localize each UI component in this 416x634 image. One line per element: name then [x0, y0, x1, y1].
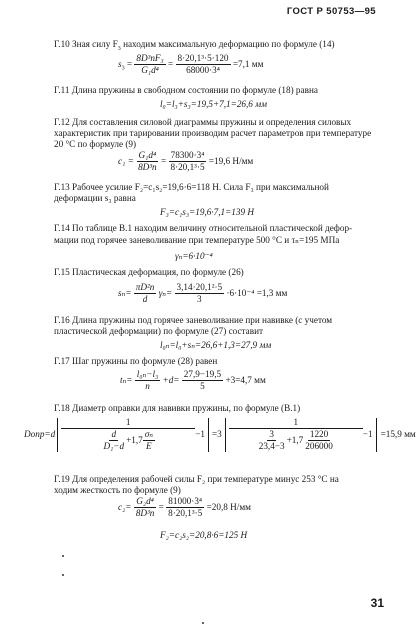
g10-formula: $s_3$ = $\frac{\text{8D³nF₃}}{\text{G₁d⁴}}$ = $\frac{\text{8·20,1³·5·120}}{\text{68000·3⁴}}$ =7,1 мм	[118, 53, 264, 76]
g12-formula: c₁ = $\frac{\text{G₁d⁴}}{\text{8D³n}}$ = $\frac{\text{78300·3⁴}}{\text{8·20,1³·5}}$ =19,6 Н/мм	[118, 150, 254, 173]
g10-text: Г.10 Зная силу $F_3$ находим максимальную деформацию по формуле (14)	[54, 39, 335, 52]
g11-formula: l₀=l₃+s₃=19,5+7,1=26,6 мм	[160, 99, 267, 109]
g19-line2: ходим жесткость по формуле (9)	[54, 485, 181, 495]
g12-line2: характеристик при тарировании производим расчет параметров при температуре	[54, 128, 372, 138]
scan-speck	[202, 622, 204, 624]
scan-speck	[62, 574, 64, 576]
g13-line2: деформации s₃ равна	[54, 193, 136, 203]
standard-header: ГОСТ Р 50753—95	[286, 6, 376, 17]
g14-formula: γₙ=6·10⁻⁴	[175, 251, 213, 261]
g19-formula: c₂= $\frac{\text{G₂d⁴}}{\text{8D³n}}$ = $\frac{\text{81000·3⁴}}{\text{8·20,1³·5}}$ =20,8 Н/мм	[118, 496, 251, 519]
g12-line3: 20 °С по формуле (9)	[54, 139, 137, 149]
g18-left-bracket-group: 1 $\frac{d}{\text{D₁−d}}$ +1,7 $\frac{\text{σₙ}}{E}$ −1	[57, 418, 209, 452]
g15-formula: sₙ= $\frac{\text{πD²n}}{d}$ γₙ= $\frac{\text{3,14·20,1²·5}}{3}$ ·6·10⁻⁴ =1,3 мм	[118, 282, 288, 305]
g19-line1: Г.19 Для определения рабочей силы F₂ при температуре минус 253 °С на	[54, 474, 339, 484]
g16-line2: пластической деформации) по формуле (27) составит	[54, 326, 264, 336]
g17-text: Г.17 Шаг пружины по формуле (28) равен	[54, 356, 218, 366]
g17-formula: tₙ= $\frac{\text{l₀ₙ−l₃}}{n}$ +d= $\frac{27,9-19,5}{5}$ +3=4,7 мм	[120, 369, 266, 392]
g16-line1: Г.16 Длина пружины под горячее заневоливание при навивке (с учетом	[54, 315, 333, 325]
g18-right-bracket-group: 1 $\frac{3}{23,4-3}$ +1,7 $\frac{1220}{206000}$ −1	[225, 418, 377, 452]
g19-formula2: F₂=c₂s₂=20,8·6=125 Н	[160, 530, 248, 540]
g12-line1: Г.12 Для составления силовой диаграммы пружины и определения силовых	[54, 117, 352, 127]
g13-line1: Г.13 Рабочее усилие F₂=c₁s₂=19,6·6=118 Н. Сила F₃ при максимальной	[54, 182, 329, 192]
page-number: 31	[370, 596, 384, 610]
g15-text: Г.15 Пластическая деформация, по формуле (26)	[54, 267, 244, 277]
g16-formula: l₀ₙ=l₀+sₙ=26,6+1,3=27,9 мм	[160, 340, 272, 350]
g18-text: Г.18 Диаметр оправки для навивки пружины, по формуле (В.1)	[54, 403, 301, 413]
g14-line1: Г.14 По таблице В.1 находим величину относительной пластической дефор-	[54, 223, 353, 233]
g13-formula: F₃=c₁s₃=19,6·7,1=139 Н	[160, 207, 255, 217]
g14-line2: мации под горячее заневоливание при температуре 500 °С и τₙ=195 МПа	[54, 235, 340, 245]
g18-formula: Dопр=d 1 $\frac{d}{\text{D₁−d}}$ +1,7 $\frac{\text{σₙ}}{E}$ −1 =3 1 $\frac{3}{23,4-3}$ +1,7 $\frac{1220}{206000}$ −1 =15,9 мм	[24, 417, 416, 452]
g11-text: Г.11 Длина пружины в свободном состоянии по формуле (18) равна	[54, 85, 318, 95]
scan-speck	[62, 555, 64, 557]
